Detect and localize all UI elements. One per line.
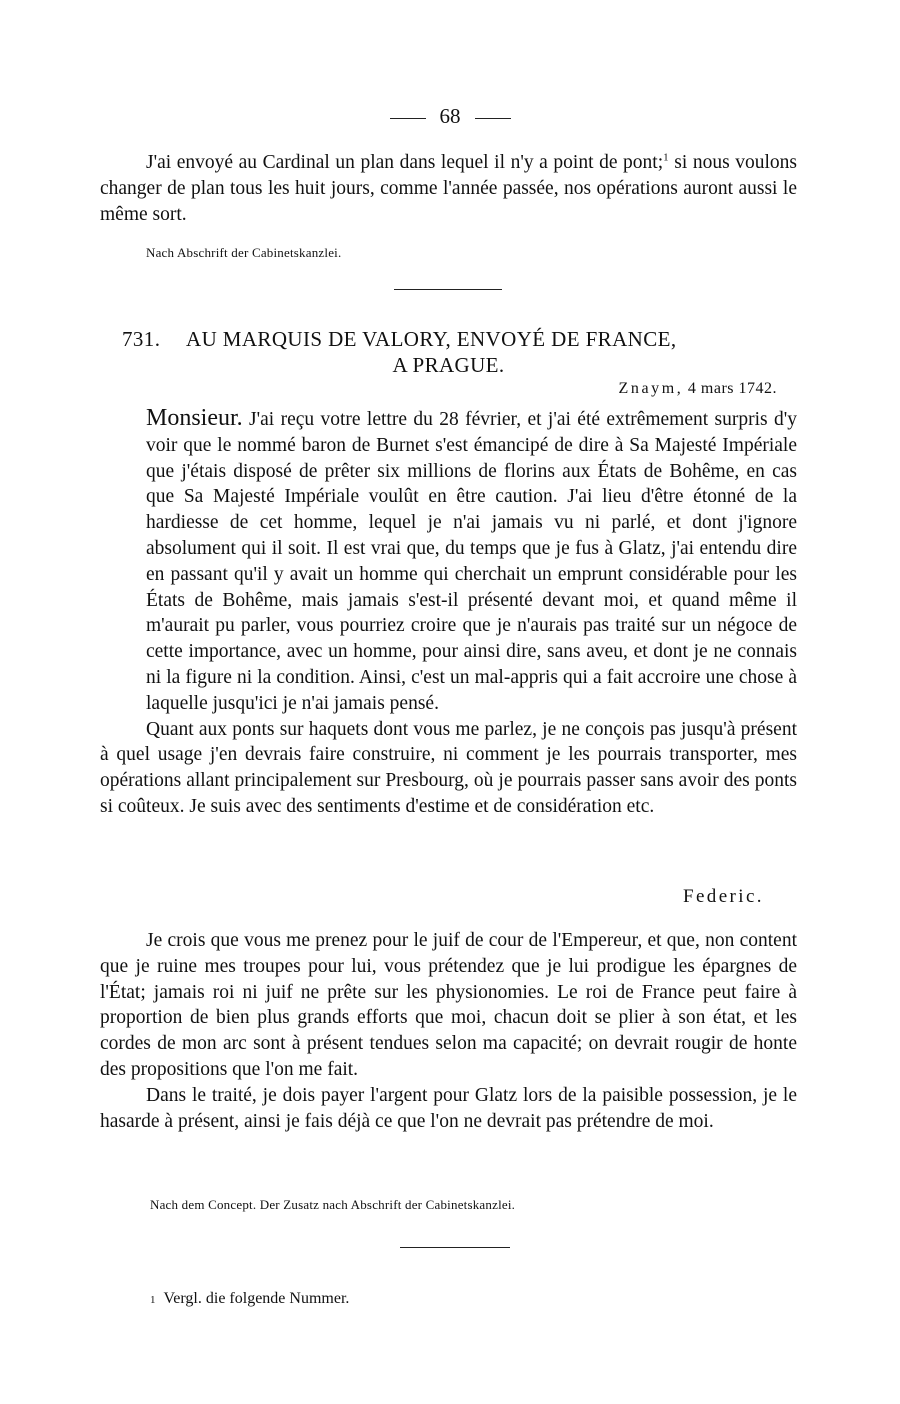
footnote-text: Vergl. die folgende Nummer. [163, 1290, 350, 1307]
letter-heading [100, 326, 797, 380]
dateline-date: 4 mars 1742. [683, 380, 777, 397]
postscript-block [100, 928, 797, 1134]
top-paragraph: J'ai envoyé au Cardinal un plan dans lequel il n'y a point de pont;$^1$ si nous voulons changer de plan tous les huit jours, comme l'année passée, nos opérations auront aussi le même sort. [100, 151, 798, 225]
section-divider-1 [394, 289, 502, 290]
page-number: 68 [439, 104, 461, 128]
letter-paragraph-1: Monsieur. J'ai reçu votre lettre du 28 février, et j'ai été extrêmement surpris d'y voir que le nommé baron de Burnet s'est émancipé de dire à Sa Majesté Impériale que j'étais disposé de prêter six millions de florins aux États de Bohême, en cas que Sa Majesté Impériale voulût en être caution. J'ai lieu d'être étonné de la hardiesse de cet homme, lequel je n'ai jamais vu ni parlé, et dont j'ignore absolument qui il soit. Il est vrai que, du temps que je fus à Glatz, j'ai entendu dire en passant qu'il y avait un homme qui cherchait un emprunt considérable pour les États de Bohême, mais jamais s'est-il présenté devant moi, et quand même il m'aurait pu parler, vous pourriez croire que je n'aurais pas traité sur un négoce de cette importance, avec un homme, pour ainsi dire, sans aveu, et dont je ne connais ni la figure ni la condition. Ainsi, c'est un mal-appris qui a fait accroire une chose à laquelle jusqu'ici je n'ai jamais pensé. [146, 405, 797, 714]
heading-line-1: AU MARQUIS DE VALORY, ENVOYÉ DE FRANCE, [186, 327, 677, 351]
letter-paragraph-2: Quant aux ponts sur haquets dont vous me parlez, je ne conçois pas jusqu'à présent à quel usage j'en devrais faire construire, ni comment je les pourrais transporter, mes opérations allant principalement sur Presbourg, où je pourrais passer sans avoir des ponts si coûteux. Je suis avec des sentiments d'estime et de considération etc. [100, 718, 797, 817]
postscript-paragraph-1: Je crois que vous me prenez pour le juif de cour de l'Empereur, et que, non content que je ruine mes troupes pour lui, vous prétendez que je lui prodigue les épargnes de l'État; jamais roi ni juif ne prête sur les physionomies. Le roi de France peut faire à proportion de bien plus grands efforts que moi, chacun doit se plier à son état, et les cordes de mon arc sont à présent tendues selon ma capacité; on devrait rougir de honte des propositions que l'on me fait. [100, 930, 797, 1080]
footnote [150, 1290, 349, 1308]
top-paragraph-block [100, 150, 797, 227]
source-note-2: Nach dem Concept. Der Zusatz nach Abschrift der Cabinetskanzlei. [150, 1197, 516, 1212]
source-note-1: Nach Abschrift der Cabinetskanzlei. [146, 245, 342, 260]
dateline-place: Znaym, [618, 380, 684, 397]
section-divider-2 [400, 1247, 510, 1248]
signature: Federic. [683, 886, 764, 907]
footnote-reference: 1 [663, 151, 669, 164]
letter-body [100, 406, 797, 820]
dash-left [390, 118, 426, 119]
footnote-marker: 1 [150, 1294, 156, 1306]
salutation: Monsieur. [146, 405, 243, 431]
heading-line-2: A PRAGUE. [392, 353, 505, 377]
postscript-paragraph-2: Dans le traité, je dois payer l'argent pour Glatz lors de la paisible possession, je le hasarde à présent, ainsi je fais déjà ce que l'on ne devrait pas prétendre de moi. [100, 1084, 797, 1132]
page-number-line [0, 104, 900, 129]
dateline [618, 380, 777, 398]
letter-number: 731. [122, 327, 161, 351]
dash-right [475, 118, 511, 119]
